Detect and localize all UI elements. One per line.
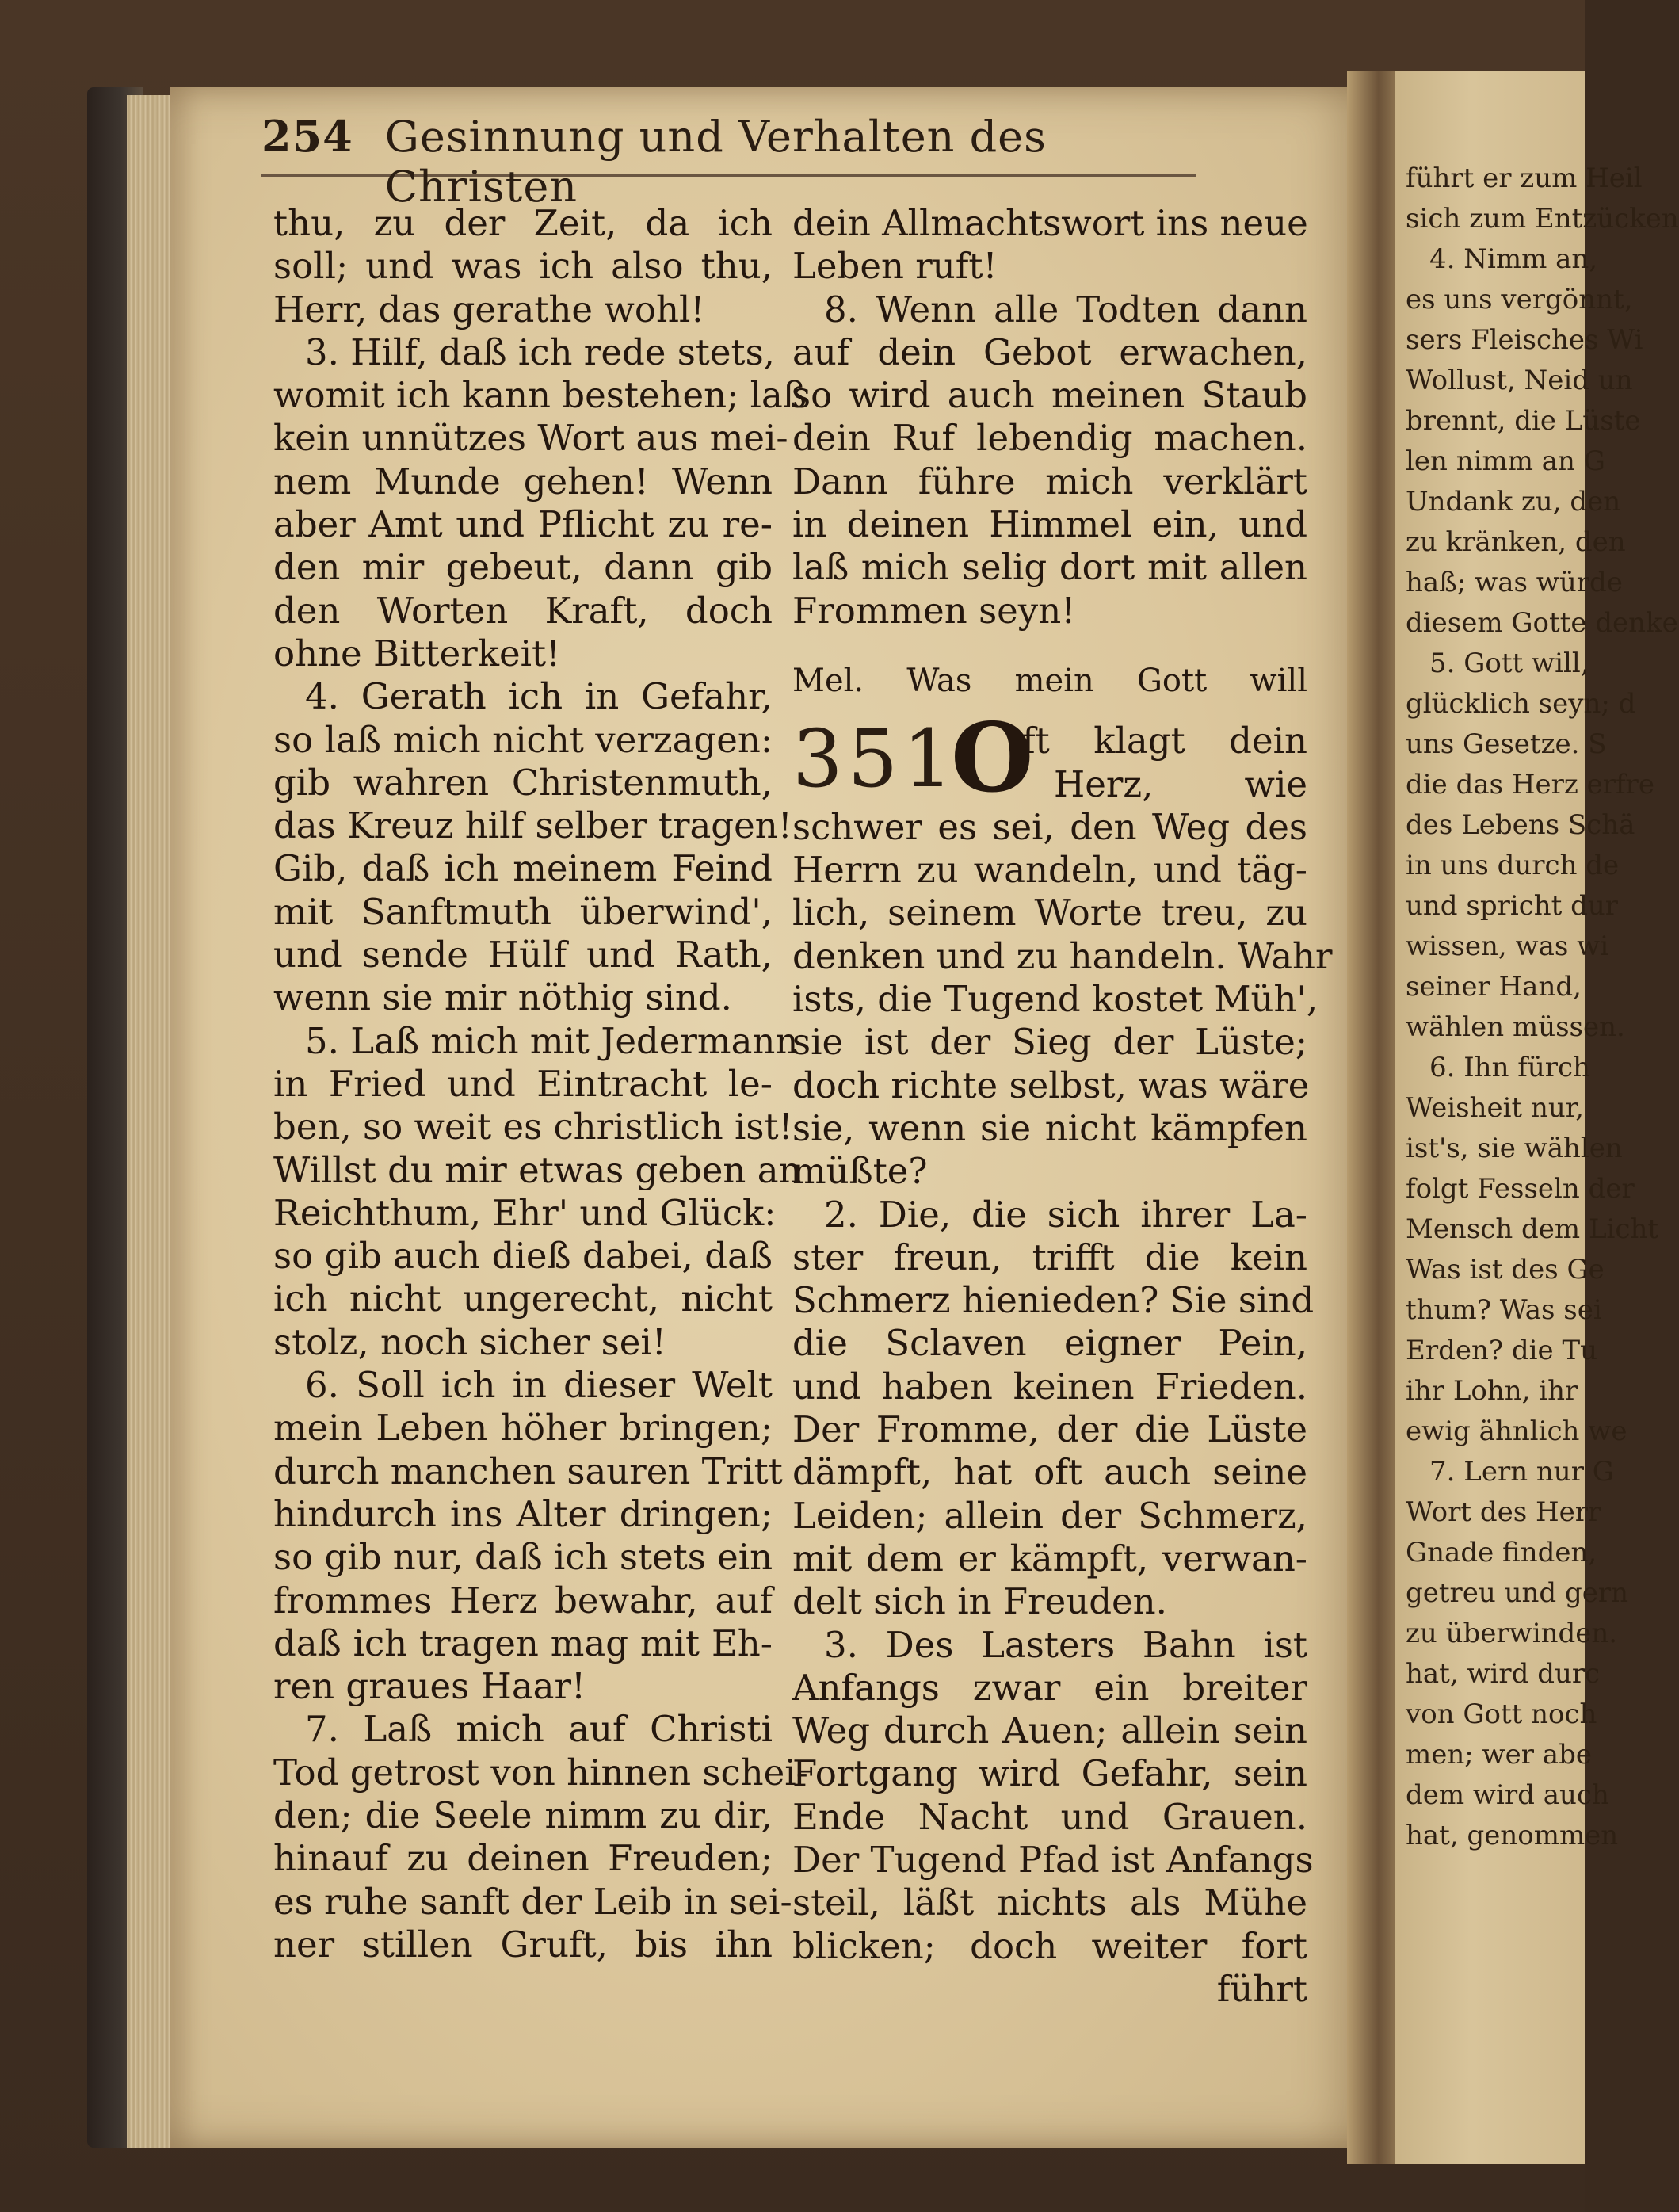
text-line: sie ist der Sieg der Lüste; bbox=[792, 1021, 1307, 1064]
next-page-line: wissen, was wi bbox=[1406, 930, 1609, 962]
next-page-line: 5. Gott will, bbox=[1429, 648, 1589, 679]
next-page-line: hat, wird durc bbox=[1406, 1658, 1601, 1690]
text-line: steil, läßt nichts als Mühe bbox=[792, 1882, 1307, 1924]
text-line: Willst du mir etwas geben an bbox=[273, 1148, 802, 1191]
right-text-column bbox=[792, 202, 1333, 2011]
next-page-line: von Gott noch bbox=[1406, 1698, 1597, 1730]
text-line: denken und zu handeln. Wahr bbox=[792, 934, 1333, 977]
text-line: 6. Soll ich in dieser Welt bbox=[305, 1364, 773, 1407]
next-page-line: getreu und gern bbox=[1406, 1577, 1629, 1609]
next-page-line: diesem Gotte denke bbox=[1406, 607, 1678, 639]
text-line: 8. Wenn alle Todten dann bbox=[824, 288, 1307, 330]
text-line: dein Allmachtswort ins neue bbox=[792, 202, 1308, 244]
next-page-line: haß; was würde bbox=[1406, 567, 1623, 598]
text-line: 7. Laß mich auf Christi bbox=[305, 1708, 773, 1751]
text-line: delt sich in Freuden. bbox=[792, 1580, 1167, 1623]
text-line: müßte? bbox=[792, 1150, 928, 1193]
next-page-line: glücklich seyn; d bbox=[1406, 688, 1636, 720]
text-line: Reichthum, Ehr' und Glück: bbox=[273, 1191, 777, 1234]
next-page-line: die das Herz erfre bbox=[1406, 769, 1654, 800]
next-page-line: Undank zu, den bbox=[1406, 486, 1621, 518]
text-line: Herrn zu wandeln, und täg- bbox=[792, 849, 1307, 892]
text-line: ohne Bitterkeit! bbox=[273, 632, 561, 674]
text-line: lich, seinem Worte treu, zu bbox=[792, 892, 1307, 934]
text-line: Weg durch Auen; allein sein bbox=[792, 1710, 1307, 1752]
text-line: wenn sie mir nöthig sind. bbox=[273, 976, 732, 1019]
next-page-line: ihr Lohn, ihr bbox=[1406, 1375, 1578, 1407]
next-page-line: Erden? die Tu bbox=[1406, 1335, 1598, 1366]
text-line: mit dem er kämpft, verwan- bbox=[792, 1537, 1307, 1580]
catchword: führt bbox=[1216, 1967, 1307, 2010]
next-page-line: ewig ähnlich we bbox=[1406, 1415, 1627, 1447]
text-line: 3. Des Lasters Bahn ist bbox=[824, 1623, 1307, 1666]
running-title: Gesinnung und Verhalten des Christen bbox=[384, 112, 1047, 212]
text-line: den Worten Kraft, doch bbox=[273, 589, 773, 632]
next-page-line: sers Fleisches Wi bbox=[1406, 324, 1643, 356]
text-line: ists, die Tugend kostet Müh', bbox=[792, 978, 1318, 1021]
next-page-line: thum? Was sei bbox=[1406, 1294, 1602, 1326]
text-line: so gib auch dieß dabei, daß bbox=[273, 1235, 773, 1278]
next-page-line: des Lebens Schä bbox=[1406, 809, 1635, 841]
text-line: thu, zu der Zeit, da ich bbox=[273, 202, 773, 244]
text-line: ner stillen Gruft, bis ihn bbox=[273, 1923, 773, 1966]
text-line: womit ich kann bestehen; laß bbox=[273, 374, 807, 417]
text-line: Gib, daß ich meinem Feind bbox=[273, 847, 773, 890]
text-line: 2. Die, die sich ihrer La- bbox=[824, 1193, 1307, 1236]
text-line: sie, wenn sie nicht kämpfen bbox=[792, 1106, 1307, 1149]
text-line: durch manchen sauren Tritt bbox=[273, 1450, 783, 1492]
hymn-first-line: ft klagt dein bbox=[1022, 720, 1307, 762]
text-line: nem Munde gehen! Wenn bbox=[273, 460, 773, 502]
drop-initial: O bbox=[951, 702, 1034, 815]
text-line: hindurch ins Alter dringen; bbox=[273, 1492, 773, 1535]
text-line: schwer es sei, den Weg des bbox=[792, 805, 1307, 848]
text-line: und haben keinen Frieden. bbox=[792, 1365, 1307, 1408]
next-page-line: 7. Lern nur G bbox=[1429, 1456, 1614, 1488]
text-line: stolz, noch sicher sei! bbox=[273, 1320, 666, 1363]
melody-line: Mel. Was mein Gott will bbox=[792, 662, 1307, 699]
next-page-line: hat, genommen bbox=[1406, 1820, 1619, 1851]
next-page-line: zu überwinden. bbox=[1406, 1618, 1618, 1649]
right-page-fragment bbox=[1395, 71, 1679, 2164]
next-page-line: führt er zum Heil bbox=[1406, 162, 1643, 194]
next-page-line: Was ist des Ge bbox=[1406, 1254, 1605, 1286]
text-line: frommes Herz bewahr, auf bbox=[273, 1579, 773, 1622]
text-line: Dann führe mich verklärt bbox=[792, 460, 1307, 502]
text-line: Frommen seyn! bbox=[792, 589, 1076, 632]
text-line: soll; und was ich also thu, bbox=[273, 245, 773, 288]
text-line: dein Ruf lebendig machen. bbox=[792, 417, 1307, 460]
text-line: laß mich selig dort mit allen bbox=[792, 546, 1307, 589]
next-page-line: seiner Hand, bbox=[1406, 971, 1582, 1003]
text-line: das Kreuz hilf selber tragen! bbox=[273, 804, 792, 847]
text-line: Ende Nacht und Grauen. bbox=[792, 1795, 1307, 1838]
text-line: Der Fromme, der die Lüste bbox=[792, 1408, 1307, 1451]
text-line: kein unnützes Wort aus mei- bbox=[273, 417, 788, 460]
text-line: den; die Seele nimm zu dir, bbox=[273, 1794, 773, 1836]
text-line: Herr, das gerathe wohl! bbox=[273, 288, 705, 330]
next-page-line: wählen müssen. bbox=[1406, 1011, 1625, 1043]
text-line: Anfangs zwar ein breiter bbox=[792, 1666, 1307, 1709]
text-line: aber Amt und Pflicht zu re- bbox=[273, 503, 773, 546]
text-line: 3. Hilf, daß ich rede stets, bbox=[305, 330, 775, 373]
next-page-line: dem wird auch bbox=[1406, 1779, 1609, 1811]
text-line: 4. Gerath ich in Gefahr, bbox=[305, 675, 773, 718]
next-page-line: Wollust, Neid un bbox=[1406, 365, 1633, 396]
next-page-text bbox=[1406, 159, 1679, 1856]
text-line: gib wahren Christenmuth, bbox=[273, 761, 773, 804]
text-line: hinauf zu deinen Freuden; bbox=[273, 1837, 773, 1880]
next-page-line: folgt Fesseln der bbox=[1406, 1173, 1635, 1205]
next-page-line: brennt, die Lüste bbox=[1406, 405, 1641, 437]
text-line: daß ich tragen mag mit Eh- bbox=[273, 1622, 773, 1664]
next-page-line: 4. Nimm an, bbox=[1429, 243, 1598, 275]
page-block-edge bbox=[127, 95, 174, 2148]
text-line: ster freun, trifft die kein bbox=[792, 1236, 1307, 1278]
next-page-line: 6. Ihn fürch bbox=[1429, 1052, 1590, 1083]
hymn-351-opening bbox=[792, 702, 1307, 815]
text-line: auf dein Gebot erwachen, bbox=[792, 330, 1307, 373]
next-page-line: und spricht dur bbox=[1406, 890, 1619, 922]
text-line: Leben ruft! bbox=[792, 245, 998, 288]
text-line: in deinen Himmel ein, und bbox=[792, 503, 1307, 546]
text-line: Schmerz hienieden? Sie sind bbox=[792, 1279, 1315, 1322]
next-page-line: Mensch dem Licht bbox=[1406, 1213, 1659, 1245]
text-line: 5. Laß mich mit Jedermann bbox=[305, 1019, 799, 1062]
next-page-line: es uns vergönnt, bbox=[1406, 284, 1633, 315]
next-page-line: len nimm an G bbox=[1406, 445, 1605, 477]
text-line: mein Leben höher bringen; bbox=[273, 1407, 773, 1450]
text-line: Leiden; allein der Schmerz, bbox=[792, 1494, 1307, 1537]
next-page-line: Weisheit nur, bbox=[1406, 1092, 1585, 1124]
left-text-column bbox=[273, 202, 808, 1966]
next-page-line: uns Gesetze. S bbox=[1406, 728, 1607, 760]
text-line: dämpft, hat oft auch seine bbox=[792, 1451, 1307, 1494]
text-line: in Fried und Eintracht le- bbox=[273, 1062, 773, 1105]
text-line: Der Tugend Pfad ist Anfangs bbox=[792, 1838, 1314, 1881]
text-line: ben, so weit es christlich ist! bbox=[273, 1106, 793, 1148]
hymn-351-text bbox=[792, 805, 1333, 1968]
text-line: so wird auch meinen Staub bbox=[792, 374, 1307, 417]
page-number: 254 bbox=[261, 111, 353, 162]
text-line: so laß mich nicht verzagen: bbox=[273, 718, 773, 761]
next-page-line: sich zum Entzücken bbox=[1406, 203, 1679, 235]
next-page-line: Gnade finden, bbox=[1406, 1537, 1597, 1568]
hymn-second-line: Herz, wie bbox=[1054, 762, 1307, 805]
running-head bbox=[261, 111, 1196, 212]
hymn-number: 351 bbox=[792, 713, 958, 806]
next-page-line: men; wer abe bbox=[1406, 1739, 1592, 1771]
text-line: die Sclaven eigner Pein, bbox=[792, 1322, 1307, 1365]
next-page-line: ist's, sie wählen bbox=[1406, 1133, 1623, 1164]
text-line: den mir gebeut, dann gib bbox=[273, 546, 773, 589]
hymn-350-ending bbox=[792, 202, 1307, 632]
next-page-line: zu kränken, den bbox=[1406, 526, 1626, 558]
text-line: doch richte selbst, was wäre bbox=[792, 1064, 1310, 1106]
text-line: ich nicht ungerecht, nicht bbox=[273, 1278, 773, 1320]
text-line: ren graues Haar! bbox=[273, 1665, 586, 1708]
text-line: mit Sanftmuth überwind', bbox=[273, 890, 773, 933]
next-page-line: in uns durch de bbox=[1406, 850, 1620, 881]
text-line: blicken; doch weiter fort bbox=[792, 1924, 1307, 1967]
text-line: es ruhe sanft der Leib in sei- bbox=[273, 1880, 792, 1923]
text-line: und sende Hülf und Rath, bbox=[273, 934, 773, 976]
next-page-line: Wort des Herr bbox=[1406, 1496, 1601, 1528]
text-line: Fortgang wird Gefahr, sein bbox=[792, 1752, 1307, 1795]
text-line: so gib nur, daß ich stets ein bbox=[273, 1536, 773, 1579]
text-line: Tod getrost von hinnen schei- bbox=[273, 1751, 808, 1794]
